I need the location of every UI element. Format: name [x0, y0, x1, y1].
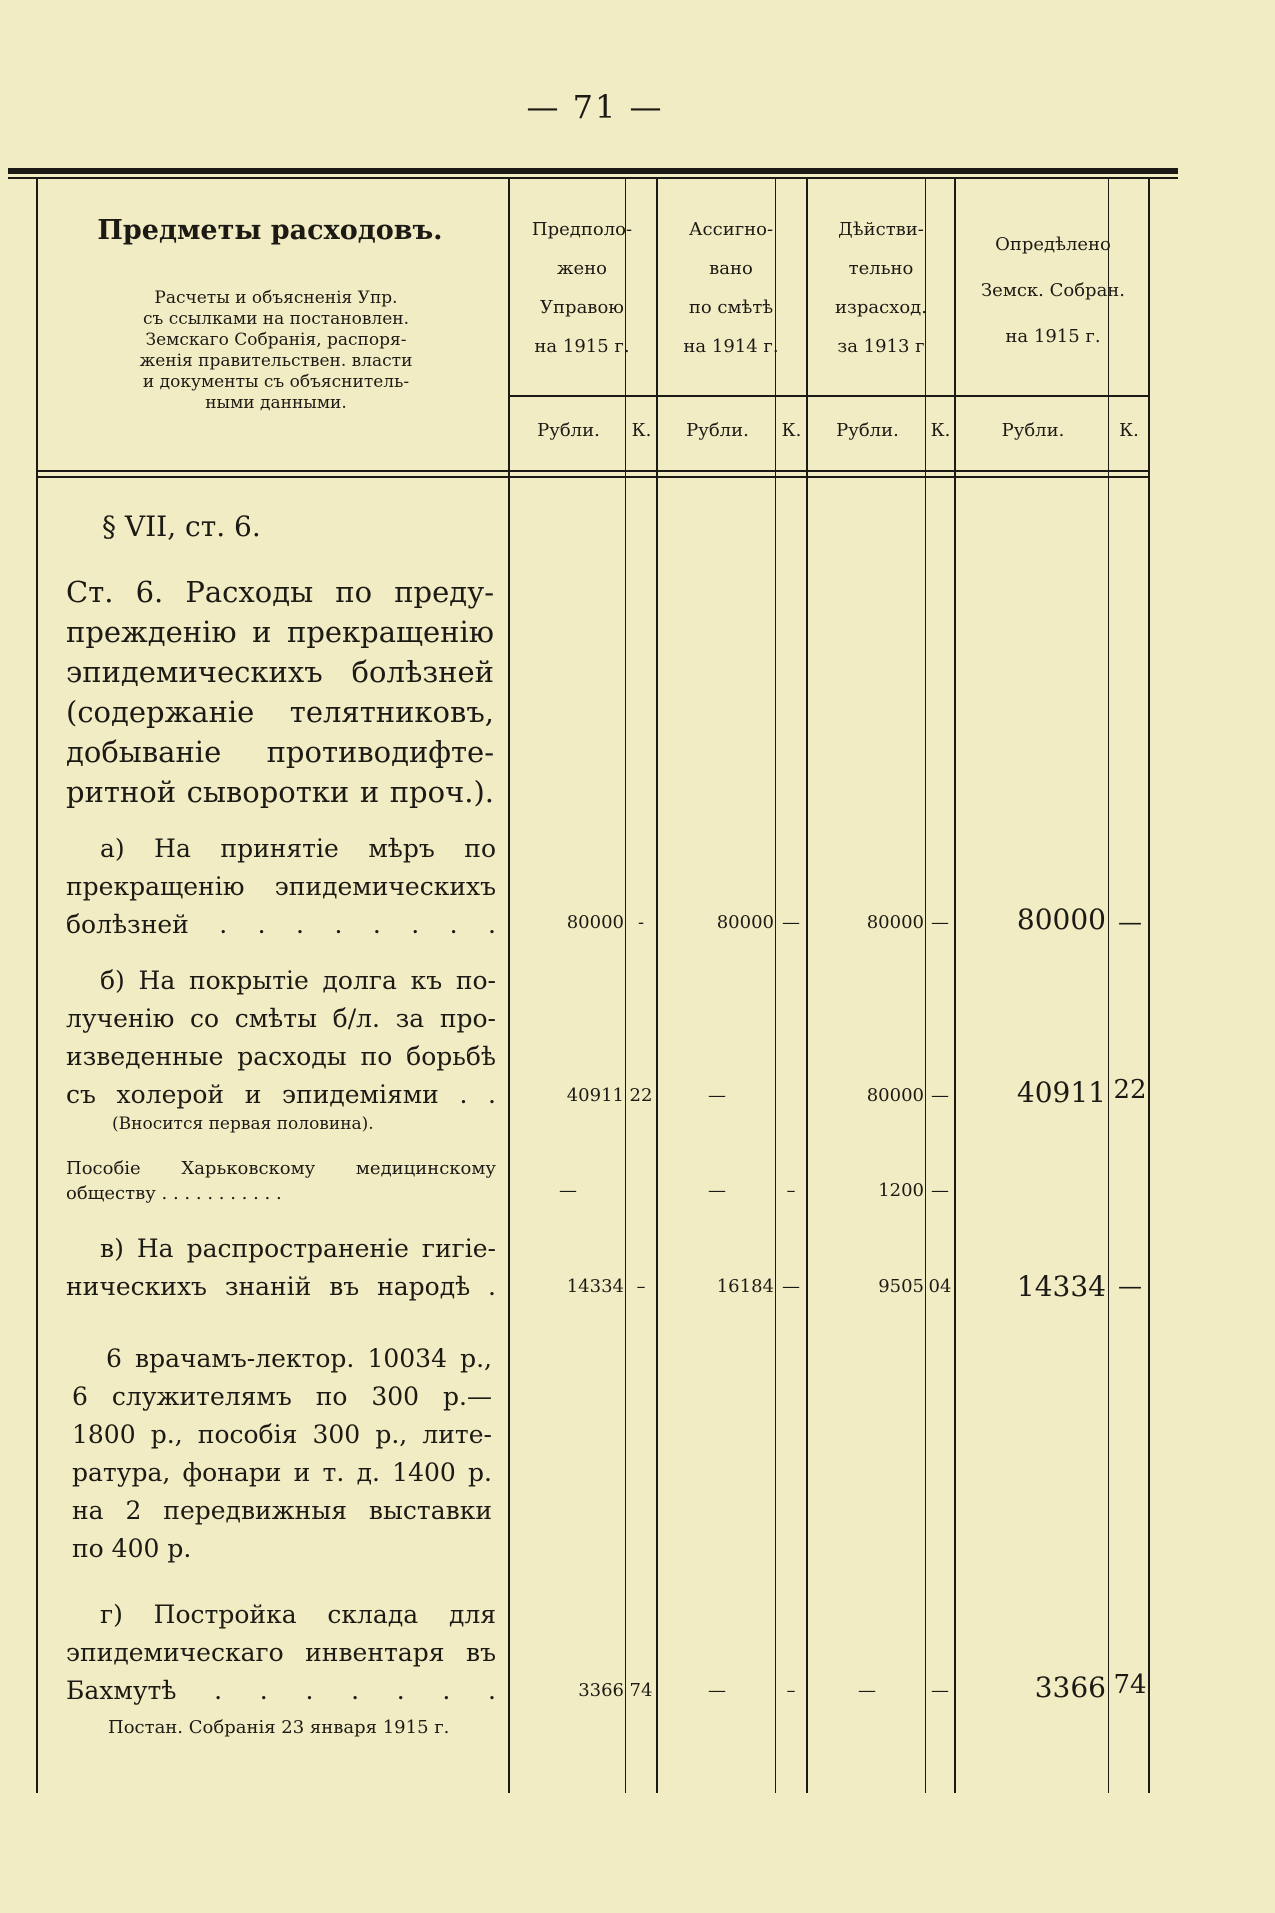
- a-spent-kop: —: [931, 912, 949, 933]
- column-divider: [625, 179, 626, 1793]
- kh-proposed-rub: —: [559, 1180, 577, 1201]
- a-determined-rub: 80000: [1016, 903, 1106, 936]
- b-proposed-rub: 40911: [566, 1085, 624, 1106]
- kh-assigned-kop: –: [786, 1180, 796, 1201]
- a-assigned-kop: —: [782, 912, 800, 933]
- v-assigned-rub: 16184: [716, 1276, 774, 1297]
- unit-kop: К.: [1119, 420, 1139, 441]
- column-divider: [1108, 179, 1109, 1793]
- column-divider: [508, 179, 510, 1793]
- a-assigned-rub: 80000: [716, 912, 774, 933]
- g-spent-kop: —: [931, 1680, 949, 1701]
- g-assigned-rub: —: [708, 1680, 726, 1701]
- article-title: Ст. 6. Расходы по преду- прежденію и прекращенію эпидемическихъ болѣзней (содержаніе телятниковъ, добываніе противодифте- ритной сыворотки и проч.).: [66, 575, 494, 809]
- g-proposed-kop: 74: [629, 1680, 653, 1701]
- col-head-spent: Дѣйстви- тельно израсход. за 1913 г: [835, 219, 927, 357]
- unit-rubles: Рубли.: [537, 420, 600, 441]
- item-v-text: в) На распространеніе гигіе- ническихъ знаній въ народѣ .: [66, 1234, 496, 1301]
- v-proposed-kop: –: [636, 1276, 646, 1297]
- col-head-assigned: Ассигно- вано по смѣтѣ на 1914 г.: [683, 219, 779, 357]
- g-determined-kop: 74: [1113, 1670, 1147, 1700]
- top-rule: [8, 168, 1178, 174]
- item-a-text: а) На принятіе мѣръ по прекращенію эпидемическихъ болѣзней . . . . . . . .: [66, 834, 496, 939]
- item-v-detail: 6 врачамъ-лектор. 10034 р., 6 служителямъ по 300 р.— 1800 р., пособія 300 р., лите- ратура, фонари и т. д. 1400 р. на 2 передвижныя выставки по 400 р.: [72, 1344, 492, 1563]
- g-determined-rub: 3366: [1034, 1671, 1106, 1704]
- top-rule-thin: [8, 177, 1178, 179]
- v-determined-rub: 14334: [1016, 1270, 1106, 1303]
- item-b-text: б) На покрытіе долга къ по- лученію со смѣты б/л. за про- изведенные расходы по борьбѣ съ холерой и эпидеміями . .: [66, 966, 496, 1109]
- a-spent-rub: 80000: [866, 912, 924, 933]
- unit-rubles: Рубли.: [1001, 420, 1065, 441]
- table-border-left: [36, 179, 38, 1793]
- table-border-right: [1148, 179, 1150, 1793]
- v-determined-kop: —: [1118, 1272, 1142, 1300]
- g-spent-rub: —: [858, 1680, 876, 1701]
- header-title: Предметы расходовъ.: [97, 215, 443, 246]
- v-assigned-kop: —: [782, 1276, 800, 1297]
- col-head-proposed: Предполо- жено Управою на 1915 г.: [531, 219, 633, 357]
- a-determined-kop: —: [1118, 908, 1142, 936]
- unit-kop: К.: [930, 420, 951, 441]
- b-spent-rub: 80000: [866, 1085, 924, 1106]
- header-bottom-rule: [36, 476, 1150, 478]
- g-proposed-rub: 3366: [578, 1680, 624, 1701]
- column-divider: [925, 179, 926, 1793]
- col-head-determined: Опредѣлено Земск. Собран. на 1915 г.: [980, 234, 1126, 347]
- column-divider: [656, 179, 658, 1793]
- b-spent-kop: —: [931, 1085, 949, 1106]
- unit-kop: К.: [631, 420, 652, 441]
- item-b-note: (Вносится первая половина).: [112, 1114, 374, 1134]
- b-determined-kop: 22: [1113, 1075, 1147, 1105]
- header-bottom-rule: [36, 470, 1150, 472]
- v-proposed-rub: 14334: [566, 1276, 624, 1297]
- b-determined-rub: 40911: [1016, 1076, 1106, 1109]
- header-unit-rule: [510, 395, 1150, 397]
- unit-rubles: Рубли.: [836, 420, 899, 441]
- column-divider: [806, 179, 808, 1793]
- item-kharkov-text: Пособіе Харьковскому медицинскому обществу . . . . . . . . . . .: [66, 1158, 496, 1204]
- b-proposed-kop: 22: [629, 1085, 653, 1106]
- section-heading: § VII, ст. 6.: [102, 510, 261, 543]
- kh-spent-rub: 1200: [878, 1180, 924, 1201]
- column-divider: [954, 179, 956, 1793]
- v-spent-rub: 9505: [878, 1276, 924, 1297]
- a-proposed-rub: 80000: [566, 912, 624, 933]
- v-spent-kop: 04: [928, 1276, 952, 1297]
- page-number: — 71 —: [526, 88, 664, 126]
- b-assigned-rub: —: [708, 1085, 726, 1106]
- kh-assigned-rub: —: [708, 1180, 726, 1201]
- item-g-note: Постан. Собранія 23 января 1915 г.: [108, 1717, 450, 1738]
- column-divider: [775, 179, 776, 1793]
- unit-kop: К.: [781, 420, 802, 441]
- kh-spent-kop: —: [931, 1180, 949, 1201]
- a-proposed-kop: -: [637, 912, 645, 933]
- header-subtitle: Расчеты и объясненія Упр. съ ссылками на постановлен. Земскаго Собранія, распоря- женія правительствен. власти и документы съ объяснитель- ными данными.: [139, 288, 413, 413]
- item-g-text: г) Постройка склада для эпидемическаго инвентаря въ Бахмутѣ . . . . . . .: [66, 1600, 496, 1705]
- unit-rubles: Рубли.: [686, 420, 749, 441]
- g-assigned-kop: –: [786, 1680, 796, 1701]
